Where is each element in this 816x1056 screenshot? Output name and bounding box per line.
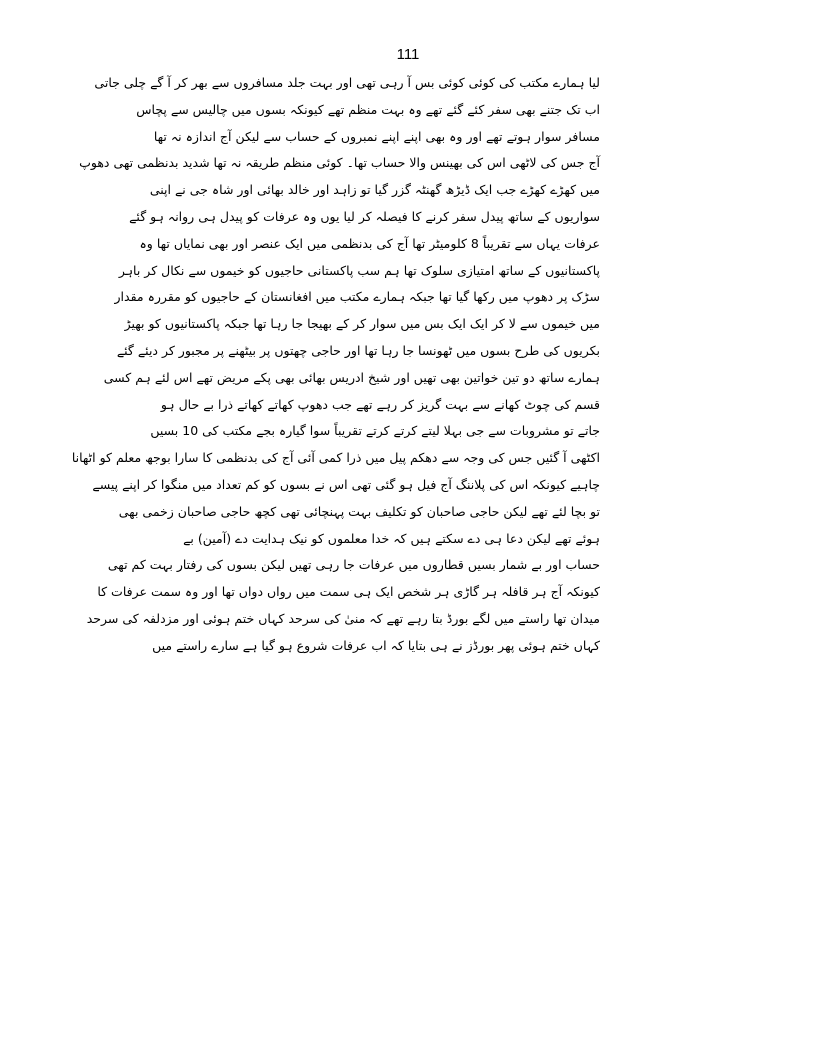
- text-line: سواریوں کے ساتھ پیدل سفر کرنے کا فیصلہ کر لیا یوں وہ عرفات کو پیدل ہی روانہ ہو گئے: [129, 208, 600, 224]
- text-line: آج جس کی لاٹھی اس کی بھینس والا حساب تھا۔ کوئی منظم طریقہ نہ تھا شدید بدنظمی تھی دھوپ: [79, 155, 600, 171]
- text-line: چاہیے کیونکہ اس کی پلاننگ آج فیل ہو گئی تھی اس نے بسوں کو کم تعداد میں منگوا کر اپنے پیسے: [92, 476, 600, 492]
- text-line: جاتے تو مشروبات سے جی بہلا لیتے کرتے کرتے تقریباً سوا گیارہ بجے مکتب کی 10 بسیں: [150, 423, 600, 439]
- body-text: [71, 70, 600, 660]
- text-line: عرفات یہاں سے تقریباً 8 کلومیٹر تھا آج کی بدنظمی میں ایک عنصر اور بھی نمایاں تھا وہ: [139, 235, 600, 251]
- text-line: میں کھڑے کھڑے جب ایک ڈیڑھ گھنٹہ گزر گیا تو زاہد اور خالد بھائی اور شاہ جی نے اپنی: [149, 182, 600, 198]
- text-line: قسم کی چوٹ کھانے سے بہت گریز کر رہے تھے جب دھوپ کھاتے کھاتے ذرا بے حال ہو: [160, 396, 600, 412]
- text-line: میں خیموں سے لا کر ایک ایک بس میں سوار کر کے بھیجا جا رہا تھا جبکہ پاکستانیوں کو بھیڑ: [124, 316, 600, 332]
- text-line: تو بچا لئے تھے لیکن حاجی صاحبان کو تکلیف بہت پہنچائی تھی کچھ حاجی صاحبان زخمی بھی: [118, 503, 600, 519]
- page-number: 111: [396, 46, 420, 63]
- text-line: مسافر سوار ہوتے تھے اور وہ بھی اپنے اپنے نمبروں کے حساب سے لیکن آج اندازہ نہ تھا: [153, 128, 600, 144]
- text-line: ہمارے ساتھ دو تین خواتین بھی تھیں اور شیخ ادریس بھائی بھی پکے مریض تھے اس لئے ہم کسی: [103, 369, 600, 385]
- text-line: ہوئے تھے لیکن دعا ہی دے سکتے ہیں کہ خدا معلموں کو نیک ہدایت دے (آمین) بے: [183, 530, 600, 546]
- text-line: بکریوں کی طرح بسوں میں ٹھونسا جا رہا تھا اور حاجی چھتوں پر بیٹھنے پر مجبور کر دیئے گئے: [116, 342, 600, 358]
- text-line: اب تک جتنے بھی سفر کئے گئے تھے وہ بہت منظم تھے کیونکہ بسوں میں چالیس سے پچاس: [136, 101, 600, 117]
- text-line: کہاں ختم ہوئی پھر بورڈز نے ہی بتایا کہ اب عرفات شروع ہو گیا ہے سارے راستے میں: [152, 637, 600, 653]
- text-line: اکٹھی آ گئیں جس کی وجہ سے دھکم پیل میں ذرا کمی آئی آج کی بدنظمی کا سارا بوجھ معلم کو اٹھانا: [71, 450, 600, 466]
- text-line: حساب اور بے شمار بسیں قطاروں میں عرفات جا رہی تھیں لیکن بسوں کی رفتار بہت کم تھی: [107, 557, 600, 573]
- text-line: سڑک پر دھوپ میں رکھا گیا تھا جبکہ ہمارے مکتب میں افغانستان کے حاجیوں کو مقررہ مقدار: [114, 289, 600, 305]
- text-line: کیونکہ آج ہر قافلہ ہر گاڑی ہر شخص ایک ہی سمت میں رواں دواں تھا اور وہ سمت عرفات کا: [97, 584, 600, 600]
- text-line: پاکستانیوں کے ساتھ امتیازی سلوک تھا ہم سب پاکستانی حاجیوں کو خیموں سے نکال کر باہر: [118, 262, 600, 278]
- text-line: میدان تھا راستے میں لگے بورڈ بتا رہے تھے کہ منیٰ کی سرحد کہاں ختم ہوئی اور مزدلفہ کی سرحد: [86, 610, 600, 626]
- text-line: لیا ہمارے مکتب کی کوئی کوئی بس آ رہی تھی اور بہت جلد مسافروں سے بھر کر آ گے چلی جاتی: [94, 75, 600, 90]
